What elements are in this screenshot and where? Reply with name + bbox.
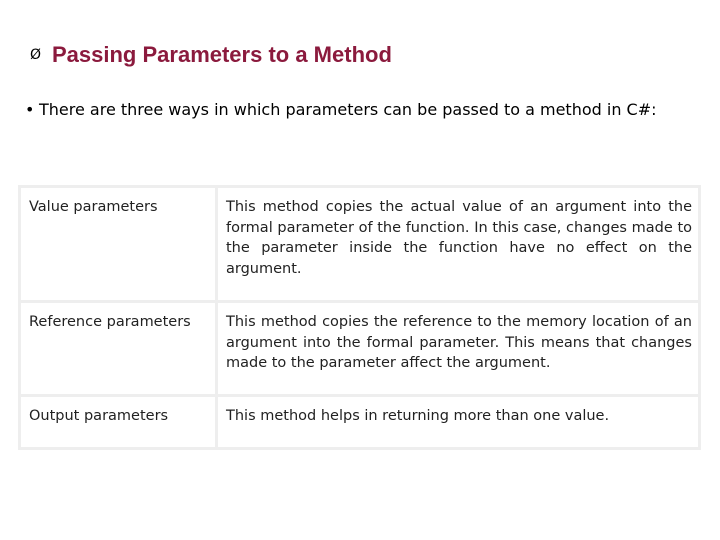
intro-paragraph [25, 99, 695, 121]
slide-title: Passing Parameters to a Method [52, 42, 392, 67]
bullet-icon: • [25, 100, 35, 119]
parameter-description-cell: This method copies the actual value of an argument into the formal parameter of the function. In this case, changes made to the parameter inside the function have no effect on the argument. [217, 187, 700, 302]
table-row [20, 396, 700, 449]
arrow-bullet-icon: Ø [30, 47, 42, 63]
slide-title-row [30, 40, 392, 70]
parameters-table [18, 185, 701, 450]
parameter-name-cell: Value parameters [20, 187, 217, 302]
intro-text: There are three ways in which parameters can be passed to a method in C#: [39, 100, 657, 119]
table-row [20, 187, 700, 302]
parameter-name-cell: Output parameters [20, 396, 217, 449]
parameter-description-cell: This method copies the reference to the memory location of an argument into the formal parameter. This means that changes made to the parameter affect the argument. [217, 302, 700, 396]
table-row [20, 302, 700, 396]
parameter-description-cell: This method helps in returning more than one value. [217, 396, 700, 449]
parameter-name-cell: Reference parameters [20, 302, 217, 396]
